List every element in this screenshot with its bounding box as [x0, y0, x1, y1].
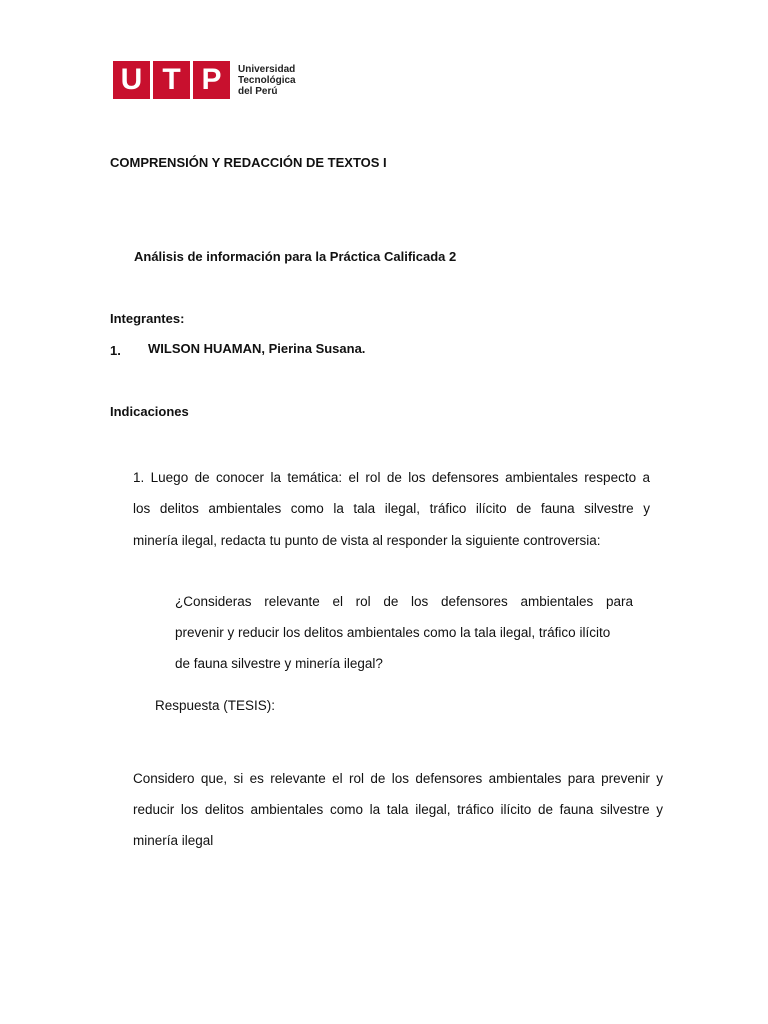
- question-line-3: de fauna silvestre y minería ilegal?: [175, 656, 383, 671]
- question-line-2: prevenir y reducir los delitos ambientales como la tala ilegal, tráfico ilícito: [175, 625, 611, 640]
- logo-line-2: Tecnológica: [238, 74, 296, 86]
- document-subtitle: Análisis de información para la Práctica Calificada 2: [134, 249, 457, 264]
- logo-line-3: del Perú: [238, 85, 278, 97]
- logo-university-name: [238, 64, 298, 97]
- logo-letter-u: U: [113, 61, 150, 99]
- indications-label: Indicaciones: [110, 404, 189, 419]
- utp-logo-mark: [113, 61, 233, 99]
- answer-line-2: reducir los delitos ambientales como la tala ilegal, tráfico ilícito de fauna silvestre y: [133, 802, 663, 817]
- members-label: Integrantes:: [110, 311, 185, 326]
- instruction-line-3: minería ilegal, redacta tu punto de vista al responder la siguiente controversia:: [133, 533, 601, 548]
- instruction-line-2: los delitos ambientales como la tala ilegal, tráfico ilícito de fauna silvestre y: [133, 501, 650, 516]
- answer-label: Respuesta (TESIS):: [155, 698, 276, 713]
- member-name: WILSON HUAMAN, Pierina Susana.: [148, 341, 366, 356]
- logo-letter-t: T: [153, 61, 190, 99]
- question-line-1: ¿Consideras relevante el rol de los defensores ambientales para: [175, 594, 633, 609]
- instruction-line-1: 1. Luego de conocer la temática: el rol de los defensores ambientales respecto a: [133, 470, 650, 485]
- answer-line-3: minería ilegal: [133, 833, 214, 848]
- course-title: COMPRENSIÓN Y REDACCIÓN DE TEXTOS I: [110, 155, 387, 170]
- logo-letter-p: P: [193, 61, 230, 99]
- utp-logo: [113, 61, 303, 99]
- member-number: 1.: [110, 343, 121, 358]
- answer-line-1: Considero que, si es relevante el rol de los defensores ambientales para prevenir y: [133, 771, 663, 786]
- logo-line-1: Universidad: [238, 63, 296, 75]
